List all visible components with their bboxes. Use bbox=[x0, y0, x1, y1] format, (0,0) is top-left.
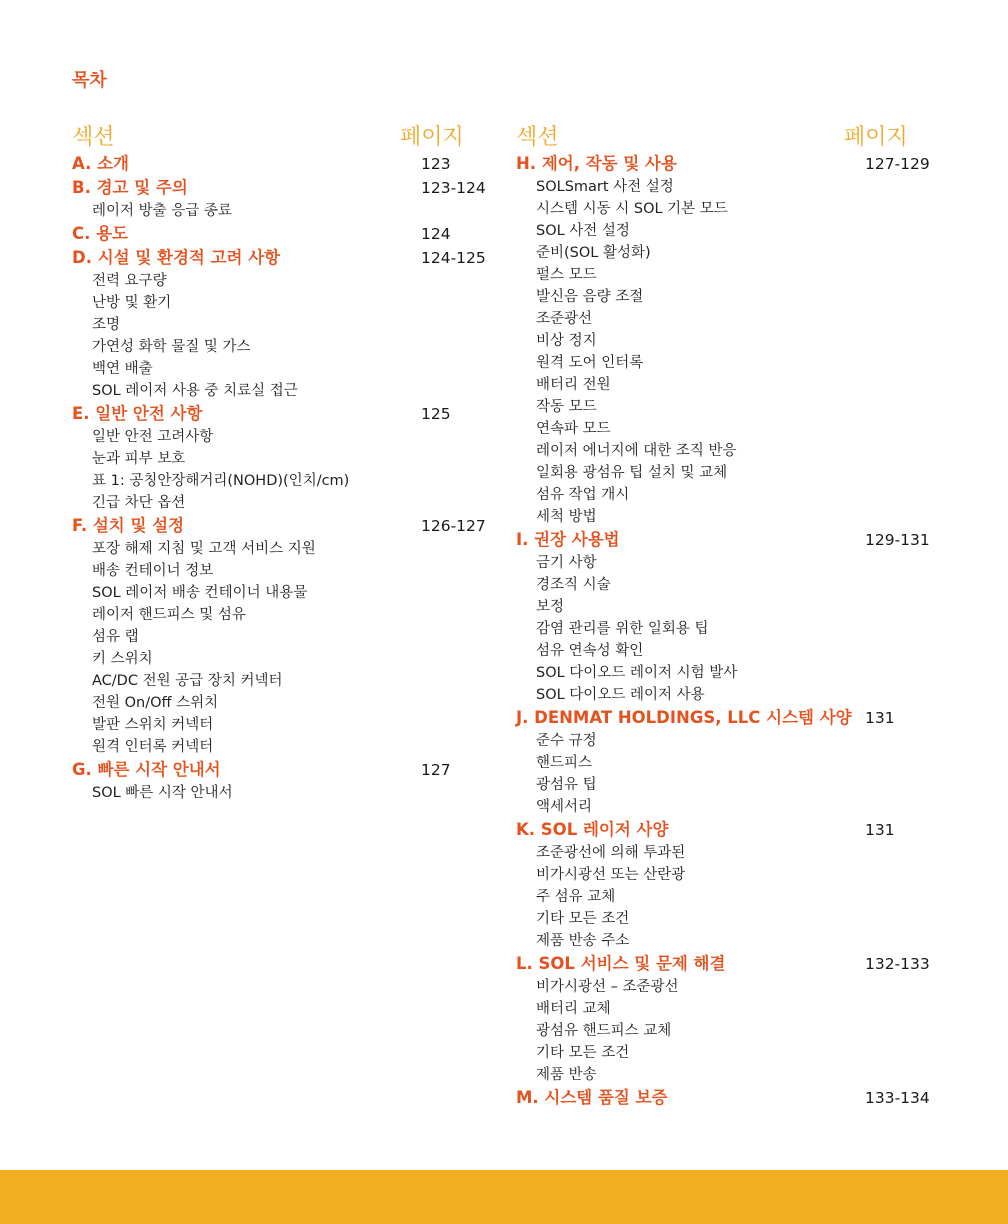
toc-section bbox=[516, 152, 936, 528]
subsection-item[interactable]: 난방 및 환기 bbox=[92, 295, 172, 311]
section-heading[interactable] bbox=[516, 818, 936, 842]
subsection-item[interactable]: 일반 안전 고려사항 bbox=[92, 429, 214, 445]
subsection-item[interactable]: 배터리 교체 bbox=[536, 1001, 611, 1017]
section-page-number: 124 bbox=[421, 225, 451, 243]
subsection-item[interactable]: 비상 정지 bbox=[536, 333, 597, 349]
subsection-item[interactable]: 전력 요구량 bbox=[92, 273, 167, 289]
subsection-item[interactable]: 조준광선 bbox=[536, 311, 593, 327]
section-page-number: 127-129 bbox=[865, 155, 930, 173]
toc-section bbox=[72, 246, 492, 402]
subsection-item[interactable]: 연속파 모드 bbox=[536, 421, 611, 437]
subsection-item[interactable]: 비가시광선 – 조준광선 bbox=[536, 979, 679, 995]
section-page-number: 124-125 bbox=[421, 249, 486, 267]
section-page-number: 123-124 bbox=[421, 179, 486, 197]
section-title: B. 경고 및 주의 bbox=[72, 178, 188, 197]
subsection-item[interactable]: 레이저 핸드피스 및 섬유 bbox=[92, 607, 246, 623]
subsection-item[interactable]: 표 1: 공칭안장해거리(NOHD)(인치/cm) bbox=[92, 473, 350, 489]
subsection-item[interactable]: 시스템 시동 시 SOL 기본 모드 bbox=[536, 201, 728, 217]
subsection-item[interactable]: 경조직 시술 bbox=[536, 577, 611, 593]
subsection-item[interactable]: 기타 모든 조건 bbox=[536, 1045, 630, 1061]
subsection-item[interactable]: 액세서리 bbox=[536, 799, 593, 815]
section-page-number: 125 bbox=[421, 405, 451, 423]
subsection-item[interactable]: 제품 반송 bbox=[536, 1067, 597, 1083]
subsection-item[interactable]: 배송 컨테이너 정보 bbox=[92, 563, 214, 579]
section-heading[interactable] bbox=[72, 514, 492, 538]
section-title: E. 일반 안전 사항 bbox=[72, 404, 203, 423]
section-title: L. SOL 서비스 및 문제 해결 bbox=[516, 954, 726, 973]
section-page-number: 129-131 bbox=[865, 531, 930, 549]
section-page-number: 123 bbox=[421, 155, 451, 173]
page-header: 페이지 bbox=[400, 125, 464, 150]
toc-section bbox=[72, 152, 492, 176]
subsection-item[interactable]: 발판 스위치 커넥터 bbox=[92, 717, 214, 733]
subsection-item[interactable]: SOLSmart 사전 설정 bbox=[536, 179, 674, 195]
toc-left-column bbox=[72, 118, 492, 804]
toc-section bbox=[516, 706, 936, 818]
page-header: 페이지 bbox=[844, 125, 908, 150]
subsection-item[interactable]: 레이저 에너지에 대한 조직 반응 bbox=[536, 443, 737, 459]
section-heading[interactable] bbox=[516, 152, 936, 176]
subsection-item[interactable]: 펄스 모드 bbox=[536, 267, 597, 283]
section-page-number: 131 bbox=[865, 821, 895, 839]
section-title: M. 시스템 품질 보증 bbox=[516, 1088, 668, 1107]
subsection-item[interactable]: 배터리 전원 bbox=[536, 377, 611, 393]
toc-section bbox=[72, 402, 492, 514]
subsection-item[interactable]: 준비(SOL 활성화) bbox=[536, 245, 651, 261]
toc-section bbox=[72, 176, 492, 222]
section-title: G. 빠른 시작 안내서 bbox=[72, 760, 221, 779]
subsection-item[interactable]: 섬유 연속성 확인 bbox=[536, 643, 644, 659]
subsection-item[interactable]: 비가시광선 또는 산란광 bbox=[536, 867, 686, 883]
section-heading[interactable] bbox=[72, 402, 492, 426]
section-title: J. DENMAT HOLDINGS, LLC 시스템 사양 bbox=[516, 708, 852, 727]
section-heading[interactable] bbox=[72, 246, 492, 270]
toc-section bbox=[72, 758, 492, 804]
subsection-item[interactable]: 조준광선에 의해 투과된 bbox=[536, 845, 686, 861]
toc-section bbox=[516, 1086, 936, 1110]
subsection-item[interactable]: SOL 다이오드 레이저 사용 bbox=[536, 687, 705, 703]
page-title: 목차 bbox=[72, 70, 107, 91]
section-page-number: 133-134 bbox=[865, 1089, 930, 1107]
subsection-item[interactable]: 세척 방법 bbox=[536, 509, 597, 525]
subsection-item[interactable]: SOL 레이저 사용 중 치료실 접근 bbox=[92, 383, 298, 399]
subsection-item[interactable]: 광섬유 팁 bbox=[536, 777, 597, 793]
footer-band bbox=[0, 1170, 1008, 1224]
subsection-item[interactable]: 제품 반송 주소 bbox=[536, 933, 630, 949]
section-heading[interactable] bbox=[516, 528, 936, 552]
section-heading[interactable] bbox=[516, 952, 936, 976]
subsection-item[interactable]: 가연성 화학 물질 및 가스 bbox=[92, 339, 251, 355]
section-heading[interactable] bbox=[72, 758, 492, 782]
subsection-item[interactable]: 눈과 피부 보호 bbox=[92, 451, 186, 467]
section-title: A. 소개 bbox=[72, 154, 129, 173]
subsection-item[interactable]: 핸드피스 bbox=[536, 755, 593, 771]
subsection-item[interactable]: 보정 bbox=[536, 599, 565, 615]
section-heading[interactable] bbox=[72, 222, 492, 246]
subsection-item[interactable]: SOL 다이오드 레이저 시험 발사 bbox=[536, 665, 738, 681]
section-heading[interactable] bbox=[72, 152, 492, 176]
toc-right-column bbox=[516, 118, 936, 1110]
subsection-item[interactable]: 주 섬유 교체 bbox=[536, 889, 616, 905]
subsection-item[interactable]: 원격 도어 인터록 bbox=[536, 355, 644, 371]
subsection-item[interactable]: 조명 bbox=[92, 317, 121, 333]
section-title: D. 시설 및 환경적 고려 사항 bbox=[72, 248, 281, 267]
subsection-item[interactable]: 감염 관리를 위한 일회용 팁 bbox=[536, 621, 709, 637]
subsection-item[interactable]: 발신음 음량 조절 bbox=[536, 289, 644, 305]
section-page-number: 126-127 bbox=[421, 517, 486, 535]
subsection-item[interactable]: 섬유 작업 개시 bbox=[536, 487, 630, 503]
toc-section bbox=[516, 528, 936, 706]
section-page-number: 131 bbox=[865, 709, 895, 727]
subsection-item[interactable]: 레이저 방출 응급 종료 bbox=[92, 203, 232, 219]
subsection-item[interactable]: 일회용 광섬유 팁 설치 및 교체 bbox=[536, 465, 728, 481]
column-header bbox=[72, 118, 492, 152]
toc-section bbox=[72, 222, 492, 246]
section-title: F. 설치 및 설정 bbox=[72, 516, 185, 535]
subsection-item[interactable]: 광섬유 핸드피스 교체 bbox=[536, 1023, 672, 1039]
subsection-item[interactable]: AC/DC 전원 공급 장치 커넥터 bbox=[92, 673, 283, 689]
column-header bbox=[516, 118, 936, 152]
toc-list bbox=[72, 152, 492, 804]
subsection-item[interactable]: 금기 사항 bbox=[536, 555, 597, 571]
subsection-item[interactable]: SOL 사전 설정 bbox=[536, 223, 630, 239]
section-header: 섹션 bbox=[72, 125, 115, 150]
section-title: I. 권장 사용법 bbox=[516, 530, 620, 549]
subsection-item[interactable]: SOL 빠른 시작 안내서 bbox=[92, 785, 233, 801]
subsection-item[interactable]: SOL 레이저 배송 컨테이너 내용물 bbox=[92, 585, 308, 601]
section-heading[interactable] bbox=[72, 176, 492, 200]
subsection-item[interactable]: 포장 해제 지침 및 고객 서비스 지원 bbox=[92, 541, 316, 557]
section-title: C. 용도 bbox=[72, 224, 128, 243]
section-heading[interactable] bbox=[516, 1086, 936, 1110]
section-header: 섹션 bbox=[516, 125, 559, 150]
subsection-item[interactable]: 섬유 랩 bbox=[92, 629, 139, 645]
subsection-item[interactable]: 원격 인터록 커넥터 bbox=[92, 739, 214, 755]
section-page-number: 127 bbox=[421, 761, 451, 779]
subsection-item[interactable]: 작동 모드 bbox=[536, 399, 597, 415]
subsection-item[interactable]: 기타 모든 조건 bbox=[536, 911, 630, 927]
subsection-item[interactable]: 준수 규정 bbox=[536, 733, 597, 749]
toc-section bbox=[72, 514, 492, 758]
toc-section bbox=[516, 818, 936, 952]
toc-list bbox=[516, 152, 936, 1110]
section-title: K. SOL 레이저 사양 bbox=[516, 820, 669, 839]
section-heading[interactable] bbox=[516, 706, 936, 730]
subsection-item[interactable]: 긴급 차단 옵션 bbox=[92, 495, 186, 511]
toc-section bbox=[516, 952, 936, 1086]
subsection-item[interactable]: 백연 배출 bbox=[92, 361, 153, 377]
subsection-item[interactable]: 전원 On/Off 스위치 bbox=[92, 695, 219, 711]
section-title: H. 제어, 작동 및 사용 bbox=[516, 154, 677, 173]
subsection-item[interactable]: 키 스위치 bbox=[92, 651, 153, 667]
section-page-number: 132-133 bbox=[865, 955, 930, 973]
